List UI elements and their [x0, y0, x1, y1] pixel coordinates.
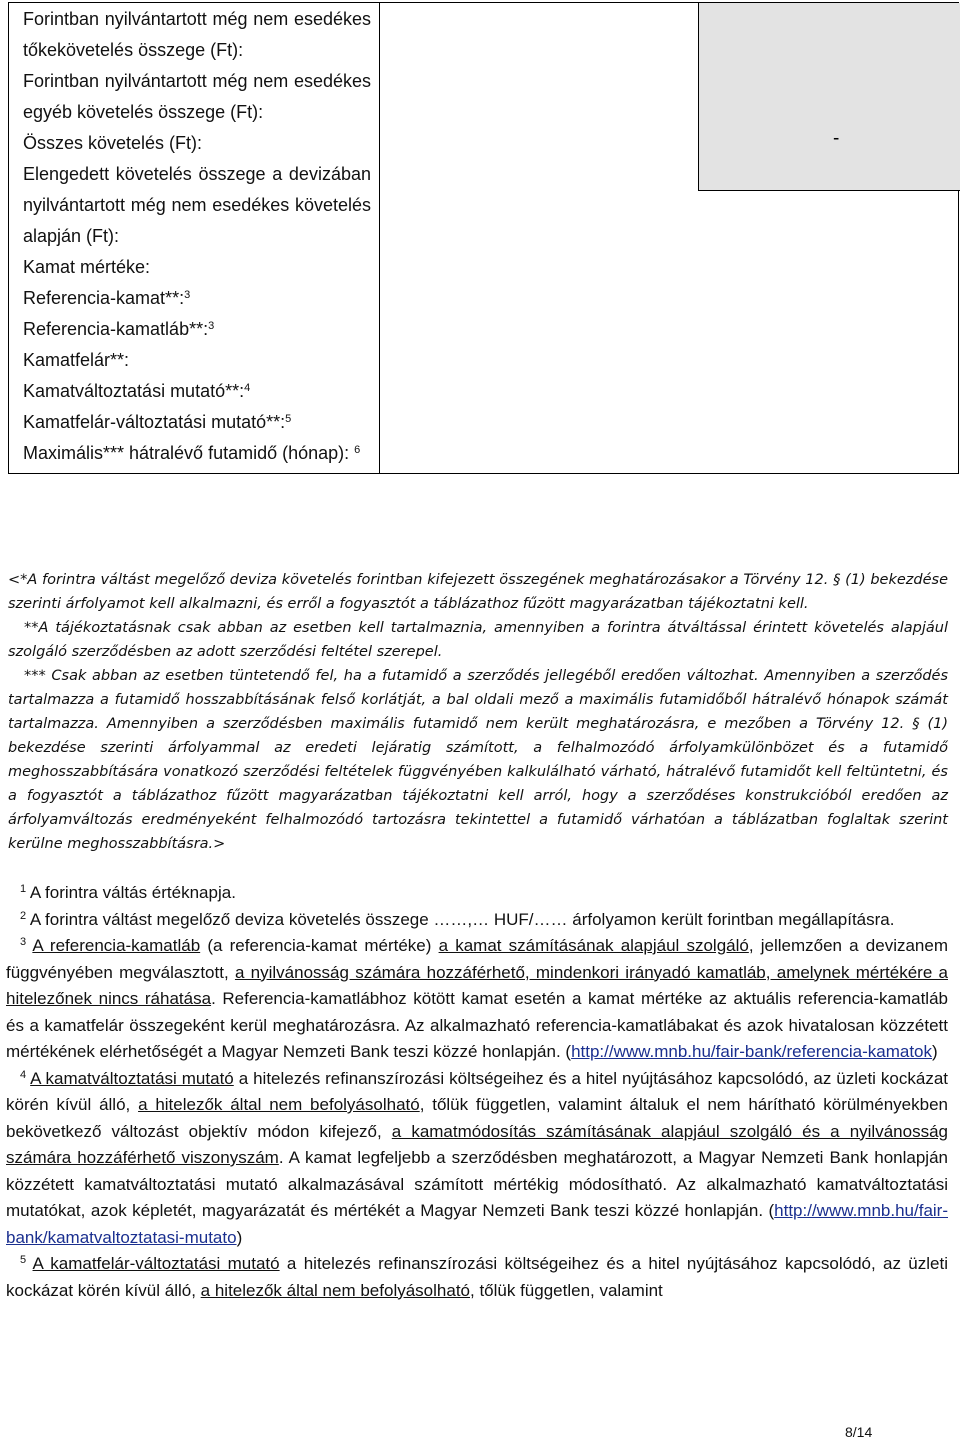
footnote-text: , tőlük független, valamint — [470, 1280, 663, 1300]
footnote-number: 4 — [20, 1068, 27, 1081]
row-referencia-kamatlab — [23, 314, 371, 345]
data-table — [8, 2, 959, 474]
label-text: Kamatváltoztatási mutató**: — [23, 381, 245, 401]
footnote-ref: 3 — [208, 320, 215, 332]
footnotes — [6, 880, 948, 1304]
label-text: Referencia-kamatláb**: — [23, 319, 209, 339]
footnote-text: a hitelezés refinanszírozási költségeihez és a hitel nyújtásához kapcsolódó, az üzleti kockázat körén kívül álló, — [6, 1254, 948, 1300]
row-kamatfelar: Kamatfelár**: — [23, 350, 130, 370]
footnote-4 — [6, 1066, 948, 1252]
footnote-ref: 4 — [244, 382, 251, 394]
row-elengedett-koveteles: Elengedett követelés összege a devizában nyilvántartott még nem esedékes követelés alapján (Ft): — [23, 164, 371, 246]
row-referencia-kamat — [23, 283, 371, 314]
footnote-1 — [6, 880, 948, 907]
footnote-text: (a referencia-kamat mértéke) — [200, 936, 439, 955]
underlined-term: a kamatmódosítás számításának alapjául szolgáló és a nyilvánosság számára hozzáférhető viszonyszám — [6, 1121, 948, 1167]
footnote-number: 3 — [20, 936, 27, 948]
note-single-star: <*A forintra váltást megelőző deviza követelés forintban kifejezett összegének meghatározásakor a Törvény 12. § (1) bekezdése szerinti árfolyamot kell alkalmazni, és erről a fogyasztót a táblázathoz fűzött magyarázatban tájékoztatni kell. — [8, 572, 948, 612]
footnote-number: 2 — [20, 909, 27, 922]
footnote-text: , tőlük független, valamint általuk el nem hárítható körülményekben bekövetkező változást objektív módon kifejező, — [6, 1095, 948, 1141]
footnote-text: . A kamat legfeljebb a szerződésben meghatározott, a Magyar Nemzeti Bank honlapján közzétett kamatváltoztatási mutató alkalmazásával számított mértékig módosítható. Az alkalmazható kamatváltoztatási mutatókat, azok képletét, magyarázatát és mértékét a Magyar Nemzeti Bank teszi közzé honlapján. ( — [6, 1148, 948, 1220]
underlined-term: A kamatfelár-változtatási mutató — [32, 1254, 280, 1273]
values-cell — [380, 3, 959, 474]
label-text: Kamatfelár-változtatási mutató**: — [23, 412, 286, 432]
note-triple-star: *** Csak abban az esetben tüntetendő fel, ha a futamidő a szerződés jellegéből eredően változhat. Amennyiben a szerződés tartalmazza a futamidő hosszabbításának felső korlátját, a bal oldali mező a maximális futamidőből hátralévő hónapok számát tartalmazza. Amennyiben a szerződésben maximális futamidő nem került meghatározásra, e mezőben a Törvény 12. § (1) bekezdése szerinti árfolyammal az eredeti lejáratig számított, a felhalmozódó árfolyamkülönbözet és a futamidő meghosszabbítására vonatkozó szerződési feltételek függvényében kalkulálható várható, hátralévő futamidőt kell feltüntetni, és a fogyasztót a táblázathoz fűzött magyarázatban tájékoztatni kell arról, hogy a szerződéses konstrukcióból eredően az árfolyamváltozás eredményeként felhalmozódó tartozásra tekintettel a futamidő várhatóan a táblázatban foglaltak szerint kerülne meghosszabbításra.> — [8, 668, 948, 852]
underlined-term: A referencia-kamatláb — [32, 936, 201, 955]
underlined-term: a hitelezők által nem befolyásolható — [138, 1095, 420, 1114]
mnb-kamatvaltoztatasi-mutato-link[interactable]: http://www.mnb.hu/fair-bank/kamatvaltoztatasi-mutato — [6, 1201, 948, 1247]
footnote-text: a hitelezés refinanszírozási költségeihez és a hitel nyújtásához kapcsolódó, az üzleti kockázat körén kívül álló, — [6, 1068, 948, 1114]
label-text: Referencia-kamat**: — [23, 288, 185, 308]
footnote-ref: 6 — [354, 444, 361, 456]
underlined-term: a hitelezők által nem befolyásolható — [200, 1280, 470, 1300]
row-kamatvaltoztatasi-mutato — [23, 376, 371, 407]
footnote-2 — [6, 907, 948, 934]
underlined-term: a nyilvánosság számára hozzáférhető, mindenkori irányadó kamatláb, amelynek mértékére a hitelezőnek nincs ráhatása — [6, 962, 948, 1008]
footnote-text: A forintra váltást megelőző deviza követelés összege ……,… HUF/…… árfolyamon került forintban megállapításra. — [29, 909, 895, 929]
footnote-text: ) — [236, 1227, 243, 1247]
footnote-5 — [6, 1251, 948, 1304]
footnote-number: 1 — [20, 883, 27, 895]
row-maximalis-futamido — [23, 438, 371, 469]
underlined-term: A kamatváltoztatási mutató — [30, 1068, 234, 1088]
labels-cell — [9, 3, 380, 474]
footnote-text: ) — [932, 1042, 938, 1061]
dash-value: - — [833, 128, 840, 149]
footnote-text: , jellemzően a devizanem függvényében megválasztott, — [6, 936, 948, 982]
footnote-text: A forintra váltás értéknapja. — [29, 883, 236, 902]
footnote-number: 5 — [20, 1254, 27, 1266]
row-tokekoveteles: Forintban nyilvántartott még nem esedékes tőkekövetelés összege (Ft): — [23, 9, 371, 60]
footnote-ref: 5 — [285, 413, 292, 425]
footnote-3 — [6, 933, 948, 1066]
row-kamatfelar-valtoztatasi-mutato — [23, 407, 371, 438]
row-egyeb-koveteles: Forintban nyilvántartott még nem esedékes egyéb követelés összege (Ft): — [23, 71, 371, 122]
gray-value-box — [698, 3, 960, 191]
table-notes — [8, 568, 948, 856]
row-kamat-merteke: Kamat mértéke: — [23, 257, 151, 277]
underlined-term: a kamat számításának alapjául szolgáló — [438, 936, 749, 955]
footnote-text: . Referencia-kamatlábhoz kötött kamat esetén a kamat mértéke az aktuális referencia-kamatláb és a kamatfelár összegeként kerül meghatározásra. Az alkalmazható referencia-kamatlábakat és azok hivatalosan közzétett mértékének elérhetőségét a Magyar Nemzeti Bank teszi közzé honlapján. ( — [6, 989, 948, 1061]
row-osszes-koveteles: Összes követelés (Ft): — [23, 133, 203, 153]
footnote-ref: 3 — [184, 289, 191, 301]
mnb-referencia-kamatok-link[interactable]: http://www.mnb.hu/fair-bank/referencia-kamatok — [571, 1042, 933, 1061]
note-double-star: **A tájékoztatásnak csak abban az esetben kell tartalmaznia, amennyiben a forintra átváltással érintett követelés alapjául szolgáló szerződésben az adott szerződési feltétel szerepel. — [8, 620, 948, 660]
label-text: Maximális*** hátralévő futamidő (hónap): — [23, 443, 350, 463]
page-number: 8/14 — [845, 1424, 873, 1440]
